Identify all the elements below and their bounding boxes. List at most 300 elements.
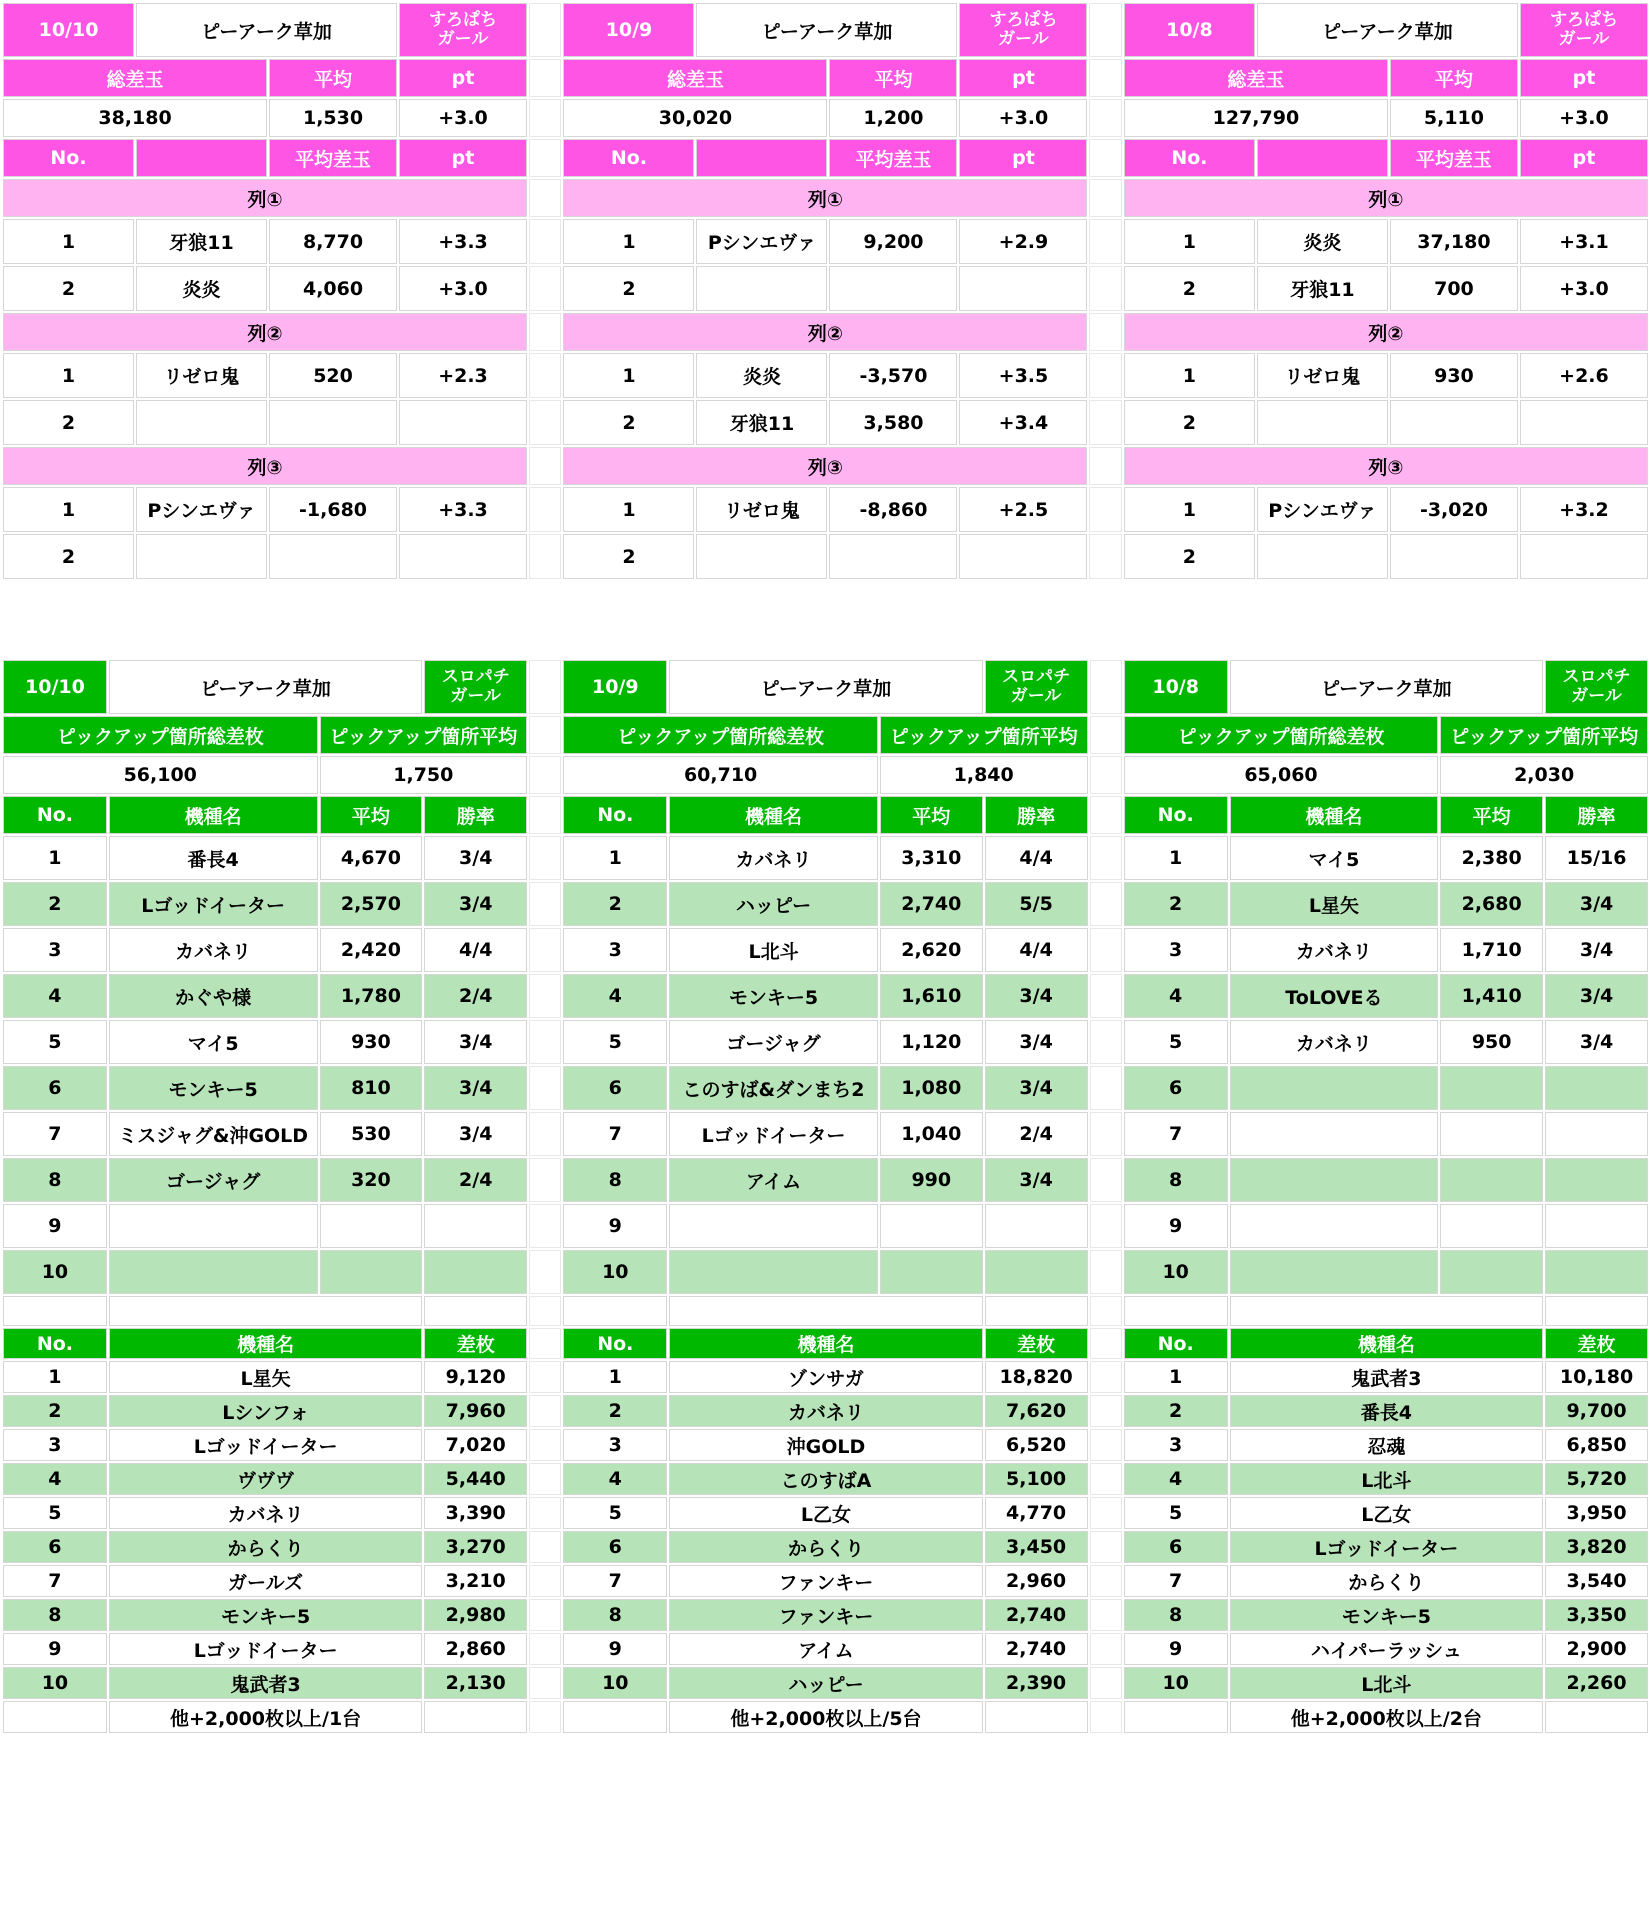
date-cell: 10/8 bbox=[1125, 661, 1227, 713]
column-gap bbox=[530, 757, 560, 793]
pickup-avg: 4,670 bbox=[321, 837, 422, 879]
machine-name: Pシンエヴァ bbox=[697, 220, 826, 263]
row-group-label: 列② bbox=[1125, 314, 1647, 350]
header-machine: 機種名 bbox=[110, 1329, 422, 1358]
column-gap bbox=[530, 448, 560, 484]
machine-name: 牙狼11 bbox=[1258, 267, 1387, 310]
ranking-no: 6 bbox=[1125, 1532, 1227, 1562]
column-gap bbox=[530, 1205, 560, 1247]
column-gap bbox=[1091, 883, 1121, 925]
pickup-avg: 1,410 bbox=[1441, 975, 1542, 1017]
ranking-no: 8 bbox=[564, 1600, 666, 1630]
ranking-no: 8 bbox=[4, 1600, 106, 1630]
pickup-no: 7 bbox=[4, 1113, 106, 1155]
machine-name bbox=[1258, 401, 1387, 444]
pickup-winrate bbox=[1546, 1251, 1647, 1293]
avg-diff-value: 520 bbox=[270, 354, 396, 397]
pickup-machine bbox=[670, 1251, 877, 1293]
column-gap bbox=[1090, 140, 1120, 176]
column-gap bbox=[530, 1600, 560, 1630]
pickup-no: 2 bbox=[1125, 883, 1227, 925]
ranking-no: 7 bbox=[564, 1566, 666, 1596]
pickup-avg: 1,120 bbox=[881, 1021, 982, 1063]
header-no: No. bbox=[1125, 797, 1227, 833]
machine-name: 炎炎 bbox=[1258, 220, 1387, 263]
column-gap bbox=[530, 535, 560, 578]
pickup-machine: ハッピー bbox=[670, 883, 877, 925]
ranking-machine: 鬼武者3 bbox=[1231, 1362, 1543, 1392]
pickup-machine bbox=[670, 1205, 877, 1247]
pickup-avg: 3,310 bbox=[881, 837, 982, 879]
table-row bbox=[4, 401, 1647, 444]
column-gap bbox=[1091, 1532, 1121, 1562]
badge-line-2: ガール bbox=[1558, 29, 1610, 49]
header-avg: 平均 bbox=[830, 60, 956, 96]
pickup-machine: カバネリ bbox=[110, 929, 317, 971]
badge-line-2: ガール bbox=[437, 29, 489, 49]
column-gap bbox=[1090, 180, 1120, 216]
column-gap bbox=[1091, 797, 1121, 833]
pickup-winrate: 2/4 bbox=[425, 975, 526, 1017]
column-gap bbox=[530, 797, 560, 833]
other-note: 他+2,000枚以上/1台 bbox=[110, 1702, 422, 1732]
pt-value: +3.0 bbox=[400, 267, 526, 310]
header-no: No. bbox=[4, 1329, 106, 1358]
header-pt: pt bbox=[960, 60, 1086, 96]
column-gap bbox=[530, 401, 560, 444]
column-gap bbox=[1091, 837, 1121, 879]
pt-value: +2.9 bbox=[960, 220, 1086, 263]
ranking-machine: ファンキー bbox=[670, 1566, 982, 1596]
date-cell: 10/10 bbox=[4, 4, 133, 56]
pickup-winrate: 2/4 bbox=[425, 1159, 526, 1201]
spacer-cell bbox=[1231, 1297, 1543, 1325]
column-gap bbox=[1091, 1205, 1121, 1247]
date-cell: 10/8 bbox=[1125, 4, 1254, 56]
ranking-diff: 5,440 bbox=[425, 1464, 526, 1494]
pickup-machine: Lゴッドイーター bbox=[110, 883, 317, 925]
pickup-no: 3 bbox=[564, 929, 666, 971]
pickup-machine: モンキー5 bbox=[670, 975, 877, 1017]
table-row bbox=[4, 354, 1647, 397]
pickup-avg bbox=[1441, 1067, 1542, 1109]
pickup-winrate: 3/4 bbox=[986, 1021, 1087, 1063]
column-gap bbox=[530, 1159, 560, 1201]
pickup-machine: アイム bbox=[670, 1159, 877, 1201]
pt-value bbox=[960, 267, 1086, 310]
ranking-diff: 7,620 bbox=[986, 1396, 1087, 1426]
store-name: ピーアーク草加 bbox=[1258, 4, 1517, 56]
pt-value: +2.3 bbox=[400, 354, 526, 397]
column-gap bbox=[1091, 975, 1121, 1017]
pt-value: +2.5 bbox=[960, 488, 1086, 531]
ranking-diff: 9,700 bbox=[1546, 1396, 1647, 1426]
table-row bbox=[4, 140, 1647, 176]
table-row bbox=[4, 883, 1647, 925]
ranking-machine: モンキー5 bbox=[110, 1600, 422, 1630]
pickup-winrate: 3/4 bbox=[1546, 929, 1647, 971]
pickup-avg: 2,740 bbox=[881, 883, 982, 925]
ranking-machine: カバネリ bbox=[670, 1396, 982, 1426]
pickup-machine: カバネリ bbox=[1231, 1021, 1438, 1063]
ranking-no: 2 bbox=[564, 1396, 666, 1426]
header-no: No. bbox=[564, 140, 693, 176]
header-pickup-total: ピックアップ箇所総差枚 bbox=[564, 717, 877, 753]
row-no: 1 bbox=[4, 354, 133, 397]
ranking-machine: ハイパーラッシュ bbox=[1231, 1634, 1543, 1664]
ranking-diff: 18,820 bbox=[986, 1362, 1087, 1392]
row-no: 2 bbox=[1125, 401, 1254, 444]
table-row bbox=[4, 1362, 1647, 1392]
pickup-avg bbox=[881, 1205, 982, 1247]
avg-diff-value: 3,580 bbox=[830, 401, 956, 444]
ranking-no: 9 bbox=[564, 1634, 666, 1664]
ranking-no: 1 bbox=[1125, 1362, 1227, 1392]
ranking-machine: L北斗 bbox=[1231, 1464, 1543, 1494]
pickup-winrate bbox=[1546, 1159, 1647, 1201]
pickup-winrate: 15/16 bbox=[1546, 837, 1647, 879]
machine-name: 炎炎 bbox=[697, 354, 826, 397]
table-row bbox=[4, 267, 1647, 310]
ranking-no: 2 bbox=[1125, 1396, 1227, 1426]
column-gap bbox=[1091, 1329, 1121, 1358]
header-total: 総差玉 bbox=[1125, 60, 1387, 96]
pickup-winrate: 3/4 bbox=[986, 975, 1087, 1017]
pickup-no: 1 bbox=[4, 837, 106, 879]
ranking-no: 7 bbox=[1125, 1566, 1227, 1596]
pickup-no: 8 bbox=[564, 1159, 666, 1201]
header-no: No. bbox=[1125, 140, 1254, 176]
column-gap bbox=[530, 883, 560, 925]
row-no: 2 bbox=[1125, 267, 1254, 310]
pickup-avg bbox=[1441, 1205, 1542, 1247]
pickup-avg: 950 bbox=[1441, 1021, 1542, 1063]
row-group-label: 列② bbox=[4, 314, 526, 350]
avg-value: 1,200 bbox=[830, 100, 956, 136]
column-gap bbox=[1090, 401, 1120, 444]
header-diff: 差枚 bbox=[986, 1329, 1087, 1358]
row-no: 2 bbox=[4, 535, 133, 578]
column-gap bbox=[1091, 1159, 1121, 1201]
header-no: No. bbox=[564, 1329, 666, 1358]
row-group-label: 列③ bbox=[1125, 448, 1647, 484]
ranking-machine: Lゴッドイーター bbox=[110, 1634, 422, 1664]
ranking-diff: 10,180 bbox=[1546, 1362, 1647, 1392]
ranking-machine: 沖GOLD bbox=[670, 1430, 982, 1460]
spacer-cell bbox=[1125, 1702, 1227, 1732]
row-no: 1 bbox=[564, 488, 693, 531]
badge-cell bbox=[1521, 4, 1647, 56]
avg-value: 1,530 bbox=[270, 100, 396, 136]
table-row bbox=[4, 1702, 1647, 1732]
ranking-diff: 3,540 bbox=[1546, 1566, 1647, 1596]
pickup-winrate: 2/4 bbox=[986, 1113, 1087, 1155]
header-winrate: 勝率 bbox=[1546, 797, 1647, 833]
pickup-avg: 810 bbox=[321, 1067, 422, 1109]
header-no: No. bbox=[1125, 1329, 1227, 1358]
ranking-machine: Lシンフォ bbox=[110, 1396, 422, 1426]
column-gap bbox=[1091, 1362, 1121, 1392]
badge-line-1: スロパチ bbox=[441, 667, 510, 687]
spacer-cell bbox=[986, 1297, 1087, 1325]
pickup-avg bbox=[321, 1251, 422, 1293]
column-gap bbox=[530, 837, 560, 879]
ranking-diff: 2,960 bbox=[986, 1566, 1087, 1596]
pickup-machine: L星矢 bbox=[1231, 883, 1438, 925]
pickup-machine: ゴージャグ bbox=[110, 1159, 317, 1201]
pickup-machine bbox=[1231, 1159, 1438, 1201]
table-row bbox=[4, 448, 1647, 484]
pickup-machine bbox=[1231, 1113, 1438, 1155]
pickup-winrate bbox=[986, 1251, 1087, 1293]
column-gap bbox=[1090, 100, 1120, 136]
badge-line-2: ガール bbox=[450, 686, 502, 706]
column-gap bbox=[1090, 535, 1120, 578]
total-value: 38,180 bbox=[4, 100, 266, 136]
header-no: No. bbox=[4, 797, 106, 833]
header-no: No. bbox=[4, 140, 133, 176]
pickup-no: 2 bbox=[564, 883, 666, 925]
column-gap bbox=[530, 1430, 560, 1460]
spacer-cell bbox=[110, 1297, 422, 1325]
machine-name bbox=[697, 267, 826, 310]
header-total: 総差玉 bbox=[564, 60, 826, 96]
ranking-no: 10 bbox=[4, 1668, 106, 1698]
ranking-diff: 7,960 bbox=[425, 1396, 526, 1426]
machine-name: Pシンエヴァ bbox=[137, 488, 266, 531]
pickup-machine: かぐや様 bbox=[110, 975, 317, 1017]
pickup-machine: ToLOVEる bbox=[1231, 975, 1438, 1017]
header-pt: pt bbox=[400, 140, 526, 176]
ranking-diff: 7,020 bbox=[425, 1430, 526, 1460]
column-gap bbox=[530, 1021, 560, 1063]
row-no: 1 bbox=[4, 220, 133, 263]
header-avg: 平均 bbox=[1391, 60, 1517, 96]
pt-value: +3.2 bbox=[1521, 488, 1647, 531]
pickup-machine: Lゴッドイーター bbox=[670, 1113, 877, 1155]
ranking-diff: 3,210 bbox=[425, 1566, 526, 1596]
ranking-machine: ハッピー bbox=[670, 1668, 982, 1698]
avg-diff-value: -8,860 bbox=[830, 488, 956, 531]
spacer-cell bbox=[670, 1297, 982, 1325]
pickup-winrate: 3/4 bbox=[986, 1159, 1087, 1201]
pickup-no: 1 bbox=[1125, 837, 1227, 879]
store-name: ピーアーク草加 bbox=[110, 661, 422, 713]
pickup-no: 3 bbox=[4, 929, 106, 971]
ranking-no: 4 bbox=[1125, 1464, 1227, 1494]
badge-cell bbox=[960, 4, 1086, 56]
row-group-label: 列② bbox=[564, 314, 1086, 350]
column-gap bbox=[530, 1532, 560, 1562]
pickup-no: 10 bbox=[564, 1251, 666, 1293]
pickup-no: 8 bbox=[4, 1159, 106, 1201]
ranking-no: 3 bbox=[564, 1430, 666, 1460]
row-no: 1 bbox=[1125, 488, 1254, 531]
pickup-avg: 530 bbox=[321, 1113, 422, 1155]
avg-value: 5,110 bbox=[1391, 100, 1517, 136]
badge-line-1: すろぱち bbox=[1549, 10, 1618, 30]
pickup-winrate bbox=[1546, 1205, 1647, 1247]
table-row bbox=[4, 1634, 1647, 1664]
row-no: 1 bbox=[4, 488, 133, 531]
header-pt: pt bbox=[400, 60, 526, 96]
pickup-machine bbox=[1231, 1205, 1438, 1247]
pickup-winrate: 5/5 bbox=[986, 883, 1087, 925]
machine-name bbox=[1258, 535, 1387, 578]
ranking-diff: 5,720 bbox=[1546, 1464, 1647, 1494]
machine-name: リゼロ鬼 bbox=[137, 354, 266, 397]
ranking-machine: 鬼武者3 bbox=[110, 1668, 422, 1698]
spacer-cell bbox=[425, 1297, 526, 1325]
badge-cell bbox=[1546, 661, 1647, 713]
table-row bbox=[4, 1396, 1647, 1426]
table-row bbox=[4, 1464, 1647, 1494]
badge-line-1: すろぱち bbox=[429, 10, 497, 30]
column-gap bbox=[1091, 929, 1121, 971]
header-diff: 差枚 bbox=[1546, 1329, 1647, 1358]
column-gap bbox=[1091, 1251, 1121, 1293]
column-gap bbox=[1090, 314, 1120, 350]
badge-cell bbox=[986, 661, 1087, 713]
column-gap bbox=[1091, 1430, 1121, 1460]
header-no: No. bbox=[564, 797, 666, 833]
badge-cell bbox=[425, 661, 526, 713]
ranking-machine: L乙女 bbox=[1231, 1498, 1543, 1528]
pickup-machine: モンキー5 bbox=[110, 1067, 317, 1109]
column-gap bbox=[1090, 354, 1120, 397]
ranking-diff: 3,390 bbox=[425, 1498, 526, 1528]
column-gap bbox=[1091, 717, 1121, 753]
ranking-machine: からくり bbox=[670, 1532, 982, 1562]
avg-diff-value: 37,180 bbox=[1391, 220, 1517, 263]
pickup-no: 4 bbox=[564, 975, 666, 1017]
pickup-machine: このすば&ダンまち2 bbox=[670, 1067, 877, 1109]
ranking-no: 3 bbox=[4, 1430, 106, 1460]
header-pickup-avg: ピックアップ箇所平均 bbox=[321, 717, 527, 753]
column-gap bbox=[530, 661, 560, 713]
machine-name: リゼロ鬼 bbox=[1258, 354, 1387, 397]
table-row bbox=[4, 180, 1647, 216]
machine-name bbox=[137, 401, 266, 444]
pickup-machine bbox=[1231, 1251, 1438, 1293]
pickup-machine: マイ5 bbox=[1231, 837, 1438, 879]
header-pt: pt bbox=[1521, 140, 1647, 176]
table-row bbox=[4, 757, 1647, 793]
column-gap bbox=[530, 4, 560, 56]
spacer-cell bbox=[1546, 1702, 1647, 1732]
header-machine: 機種名 bbox=[670, 797, 877, 833]
pickup-no: 6 bbox=[1125, 1067, 1227, 1109]
pickup-no: 3 bbox=[1125, 929, 1227, 971]
ranking-machine: モンキー5 bbox=[1231, 1600, 1543, 1630]
avg-diff-value: -1,680 bbox=[270, 488, 396, 531]
avg-diff-value: 9,200 bbox=[830, 220, 956, 263]
spacer-cell bbox=[4, 1297, 106, 1325]
column-gap bbox=[530, 60, 560, 96]
pickup-avg bbox=[1441, 1251, 1542, 1293]
column-gap bbox=[530, 929, 560, 971]
row-no: 2 bbox=[564, 267, 693, 310]
pickup-no: 9 bbox=[4, 1205, 106, 1247]
spacer-cell bbox=[1125, 1297, 1227, 1325]
header-pickup-avg: ピックアップ箇所平均 bbox=[1441, 717, 1647, 753]
column-gap bbox=[1091, 1702, 1121, 1732]
header-avg: 平均 bbox=[270, 60, 396, 96]
ranking-no: 4 bbox=[4, 1464, 106, 1494]
pt-value: +3.3 bbox=[400, 488, 526, 531]
column-gap bbox=[530, 1702, 560, 1732]
table-row bbox=[4, 1021, 1647, 1063]
ranking-no: 6 bbox=[4, 1532, 106, 1562]
pickup-machine: カバネリ bbox=[1231, 929, 1438, 971]
pickup-winrate: 3/4 bbox=[425, 883, 526, 925]
store-name: ピーアーク草加 bbox=[137, 4, 396, 56]
avg-diff-value: 700 bbox=[1391, 267, 1517, 310]
pt-value: +2.6 bbox=[1521, 354, 1647, 397]
ranking-machine: ガールズ bbox=[110, 1566, 422, 1596]
table-row bbox=[4, 220, 1647, 263]
pickup-avg: 1,040 bbox=[881, 1113, 982, 1155]
pickup-no: 2 bbox=[4, 883, 106, 925]
pt-value bbox=[1521, 401, 1647, 444]
table-row bbox=[4, 1668, 1647, 1698]
table-row bbox=[4, 1159, 1647, 1201]
column-gap bbox=[530, 1396, 560, 1426]
ranking-diff: 9,120 bbox=[425, 1362, 526, 1392]
table-row bbox=[4, 1532, 1647, 1562]
pickup-no: 4 bbox=[1125, 975, 1227, 1017]
column-gap bbox=[1091, 1396, 1121, 1426]
column-gap bbox=[1091, 1498, 1121, 1528]
pickup-avg: 1,610 bbox=[881, 975, 982, 1017]
pickup-winrate: 3/4 bbox=[986, 1067, 1087, 1109]
column-gap bbox=[530, 488, 560, 531]
column-gap bbox=[1091, 1021, 1121, 1063]
avg-diff-value: 4,060 bbox=[270, 267, 396, 310]
ranking-machine: ヴヴヴ bbox=[110, 1464, 422, 1494]
table-row bbox=[4, 535, 1647, 578]
avg-diff-value bbox=[1391, 535, 1517, 578]
pt-value bbox=[960, 535, 1086, 578]
header-machine: 機種名 bbox=[670, 1329, 982, 1358]
pt-value: +3.3 bbox=[400, 220, 526, 263]
pickup-machine: ゴージャグ bbox=[670, 1021, 877, 1063]
column-gap bbox=[530, 717, 560, 753]
pickup-avg-value: 2,030 bbox=[1441, 757, 1647, 793]
spacer-cell bbox=[986, 1702, 1087, 1732]
ranking-machine: Lゴッドイーター bbox=[110, 1430, 422, 1460]
table-row bbox=[4, 717, 1647, 753]
table-row bbox=[4, 1600, 1647, 1630]
pickup-avg-value: 1,750 bbox=[321, 757, 527, 793]
table-row bbox=[4, 1566, 1647, 1596]
row-no: 1 bbox=[564, 220, 693, 263]
column-gap bbox=[530, 1464, 560, 1494]
header-avg-diff: 平均差玉 bbox=[270, 140, 396, 176]
pickup-avg bbox=[1441, 1113, 1542, 1155]
header-avg-diff: 平均差玉 bbox=[1391, 140, 1517, 176]
pickup-no: 5 bbox=[564, 1021, 666, 1063]
header-machine: 機種名 bbox=[1231, 797, 1438, 833]
pt-value: +3.0 bbox=[400, 100, 526, 136]
avg-diff-value bbox=[830, 535, 956, 578]
avg-diff-value bbox=[270, 535, 396, 578]
pickup-machine bbox=[1231, 1067, 1438, 1109]
pickup-machine: L北斗 bbox=[670, 929, 877, 971]
store-name: ピーアーク草加 bbox=[670, 661, 982, 713]
column-gap bbox=[1090, 220, 1120, 263]
header-pickup-avg: ピックアップ箇所平均 bbox=[881, 717, 1087, 753]
